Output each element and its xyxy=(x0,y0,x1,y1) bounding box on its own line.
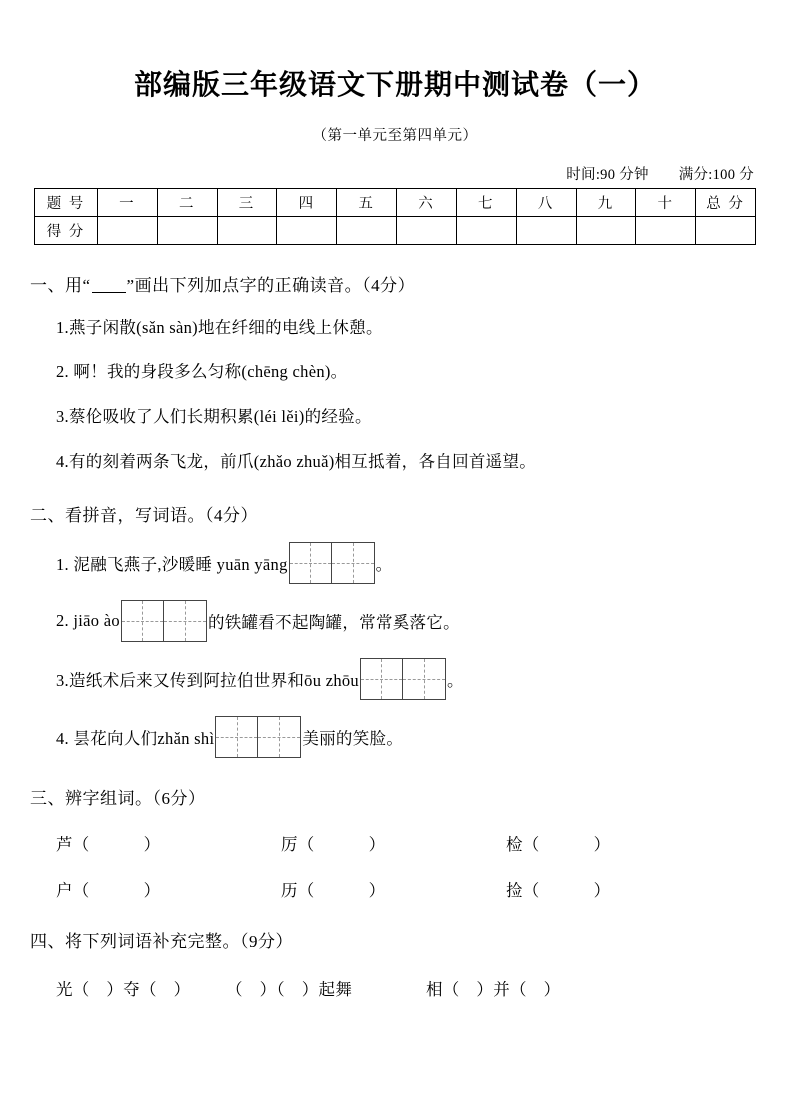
question-2-3 xyxy=(56,658,790,700)
score-cell-1[interactable] xyxy=(98,216,158,244)
fill-row xyxy=(56,976,790,1000)
question-1-2: 2. 啊！我的身段多么匀称(chēng chèn)。 xyxy=(56,362,348,382)
grid-cell[interactable] xyxy=(122,601,164,641)
grid-cell[interactable] xyxy=(290,543,332,583)
score-table-col-4: 四 xyxy=(277,188,337,216)
page-title: 部编版三年级语文下册期中测试卷（一） xyxy=(133,68,656,101)
wordbuild-char: 检（ xyxy=(506,834,540,854)
score-cell-4[interactable] xyxy=(277,216,337,244)
wordbuild-item xyxy=(56,831,281,855)
question-1-4: 4.有的刻着两条飞龙，前爪(zhǎo zhuǎ)相互抵着，各自回首遥望。 xyxy=(56,451,537,471)
wordbuild-item xyxy=(506,877,731,901)
score-table-row-label-question: 题 号 xyxy=(35,188,98,216)
section-four xyxy=(0,927,790,1000)
score-table-row-label-score: 得 分 xyxy=(35,216,98,244)
question-2-4 xyxy=(56,716,790,758)
score-cell-5[interactable] xyxy=(337,216,397,244)
fill-item-2[interactable]: （ ）（ ）起舞 xyxy=(226,979,353,999)
answer-grid-box[interactable] xyxy=(215,716,301,758)
score-table-col-5: 五 xyxy=(337,188,397,216)
score-cell-10[interactable] xyxy=(636,216,696,244)
question-2-2-text-before: 2. jiāo ào xyxy=(56,610,120,630)
score-table-col-7: 七 xyxy=(456,188,516,216)
score-cell-9[interactable] xyxy=(576,216,636,244)
answer-grid-box[interactable] xyxy=(121,600,207,642)
score-table-col-2: 二 xyxy=(157,188,217,216)
score-cell-6[interactable] xyxy=(397,216,457,244)
wordbuild-char: 历（ xyxy=(281,880,315,900)
fill-item-1[interactable]: 光（ ）夺（ ） xyxy=(56,979,191,999)
question-2-4-text-after: 美丽的笑脸。 xyxy=(302,728,404,748)
score-cell-2[interactable] xyxy=(157,216,217,244)
wordbuild-paren-close: ） xyxy=(593,834,611,854)
score-table-score-row xyxy=(35,216,756,244)
score-table-col-1: 一 xyxy=(98,188,158,216)
grid-cell[interactable] xyxy=(361,659,403,699)
score-table-wrapper xyxy=(34,188,756,245)
section-three xyxy=(0,784,790,901)
wordbuild-row xyxy=(56,831,790,855)
question-2-1-text-after: 。 xyxy=(375,554,393,574)
section-three-heading: 三、辨字组词。（6分） xyxy=(30,788,206,808)
wordbuild-paren-close: ） xyxy=(143,880,161,900)
question-2-4-text-before: 4. 昙花向人们zhǎn shì xyxy=(56,728,215,748)
section-one-heading xyxy=(30,271,790,296)
score-table-col-6: 六 xyxy=(397,188,457,216)
score-table xyxy=(34,188,756,245)
question-2-3-text-after: 。 xyxy=(446,670,464,690)
score-table-col-3: 三 xyxy=(217,188,277,216)
wordbuild-item xyxy=(281,831,506,855)
score-cell-3[interactable] xyxy=(217,216,277,244)
score-table-col-8: 八 xyxy=(516,188,576,216)
wordbuild-char: 户（ xyxy=(56,880,90,900)
section-one xyxy=(0,271,790,475)
score-cell-8[interactable] xyxy=(516,216,576,244)
score-cell-7[interactable] xyxy=(456,216,516,244)
wordbuild-char: 芦（ xyxy=(56,834,90,854)
section-four-heading: 四、将下列词语补充完整。（9分） xyxy=(30,931,293,951)
wordbuild-paren-close: ） xyxy=(368,880,386,900)
question-2-3-text-before: 3.造纸术后来又传到阿拉伯世界和ōu zhōu xyxy=(56,670,359,690)
grid-cell[interactable] xyxy=(258,717,300,757)
grid-cell[interactable] xyxy=(164,601,206,641)
wordbuild-paren-close: ） xyxy=(593,880,611,900)
question-1-1: 1.燕子闲散(sǎn sàn)地在纤细的电线上休憩。 xyxy=(56,317,383,337)
exam-meta xyxy=(0,163,754,184)
wordbuild-item xyxy=(56,877,281,901)
page-subtitle: （第一单元至第四单元） xyxy=(312,127,478,144)
question-1-3: 3.蔡伦吸收了人们长期积累(léi lěi)的经验。 xyxy=(56,407,372,427)
grid-cell[interactable] xyxy=(403,659,445,699)
score-table-col-total: 总 分 xyxy=(696,188,756,216)
grid-cell[interactable] xyxy=(216,717,258,757)
wordbuild-item xyxy=(506,831,731,855)
wordbuild-item xyxy=(281,877,506,901)
score-table-col-10: 十 xyxy=(636,188,696,216)
fill-item-3[interactable]: 相（ ）并（ ） xyxy=(426,979,561,999)
section-one-heading-post: ”画出下列加点字的正确读音。（4分） xyxy=(126,275,416,295)
wordbuild-row xyxy=(56,877,790,901)
section-one-heading-pre: 一、用“ xyxy=(30,275,91,295)
wordbuild-char: 厉（ xyxy=(281,834,315,854)
time-limit-label: 时间:90 分钟 xyxy=(566,166,649,183)
answer-grid-box[interactable] xyxy=(360,658,446,700)
answer-grid-box[interactable] xyxy=(289,542,375,584)
score-cell-total[interactable] xyxy=(696,216,756,244)
wordbuild-paren-close: ） xyxy=(143,834,161,854)
section-two-heading: 二、看拼音，写词语。（4分） xyxy=(30,505,258,525)
question-2-1-text-before: 1. 泥融飞燕子,沙暖睡 yuān yāng xyxy=(56,554,288,574)
wordbuild-paren-close: ） xyxy=(368,834,386,854)
question-2-2 xyxy=(56,600,790,642)
question-2-2-text-after: 的铁罐看不起陶罐，常常奚落它。 xyxy=(207,612,460,632)
score-table-header-row xyxy=(35,188,756,216)
grid-cell[interactable] xyxy=(332,543,374,583)
score-table-col-9: 九 xyxy=(576,188,636,216)
total-points-label: 满分:100 分 xyxy=(678,166,754,183)
question-2-1 xyxy=(56,542,790,584)
wordbuild-char: 捡（ xyxy=(506,880,540,900)
underline-blank-icon xyxy=(92,279,126,293)
section-two xyxy=(0,501,790,758)
